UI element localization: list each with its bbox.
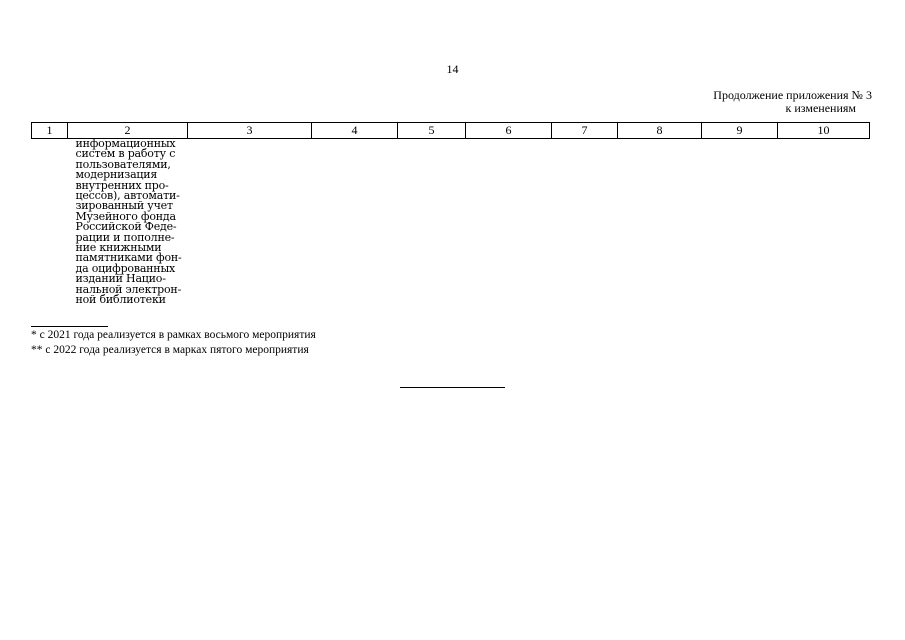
text-line: изданий Нацио- bbox=[75, 272, 166, 286]
cell-empty bbox=[618, 139, 702, 306]
column-number-4: 4 bbox=[312, 123, 398, 139]
text-line: нальной электрон- bbox=[75, 282, 182, 296]
continuation-table bbox=[31, 122, 870, 306]
cell-measure-description bbox=[32, 139, 188, 306]
column-number-2: 2 bbox=[68, 123, 188, 139]
text-line: внутренних про- bbox=[75, 178, 169, 192]
column-number-7: 7 bbox=[552, 123, 618, 139]
text-line: информационных bbox=[75, 137, 176, 150]
cell-empty bbox=[552, 139, 618, 306]
text-line: систем в работу с bbox=[75, 147, 176, 161]
text-line: ной библиотеки bbox=[75, 293, 166, 307]
cell-empty bbox=[398, 139, 466, 306]
column-number-3: 3 bbox=[188, 123, 312, 139]
footnote-1: * с 2021 года реализуется в рамках восьмого мероприятия bbox=[31, 329, 316, 341]
text-line: рации и пополне- bbox=[75, 230, 175, 244]
column-number-6: 6 bbox=[466, 123, 552, 139]
text-line: Музейного фонда bbox=[75, 209, 176, 223]
column-number-8: 8 bbox=[618, 123, 702, 139]
column-number-9: 9 bbox=[702, 123, 778, 139]
appendix-caption bbox=[713, 89, 872, 115]
cell-empty bbox=[778, 139, 870, 306]
column-number-1: 1 bbox=[32, 123, 68, 139]
text-line: памятниками фон- bbox=[75, 251, 182, 265]
text-line: зированный учет bbox=[75, 199, 173, 213]
appendix-caption-line2: к изменениям bbox=[785, 101, 856, 115]
cell-empty bbox=[188, 139, 312, 306]
cell-empty bbox=[702, 139, 778, 306]
text-line: цессов), автомати- bbox=[75, 189, 180, 203]
text-line: ние книжными bbox=[75, 241, 162, 255]
footnotes bbox=[31, 328, 316, 358]
footnote-2: ** с 2022 года реализуется в марках пятого мероприятия bbox=[31, 344, 309, 356]
table-row bbox=[32, 139, 870, 306]
document-end-rule bbox=[400, 387, 505, 388]
column-number-5: 5 bbox=[398, 123, 466, 139]
text-line: да оцифрованных bbox=[75, 261, 176, 275]
appendix-caption-line1: Продолжение приложения № 3 bbox=[713, 88, 872, 102]
cell-empty bbox=[466, 139, 552, 306]
text-line: пользователями, bbox=[75, 157, 171, 171]
page-number: 14 bbox=[446, 62, 459, 76]
column-number-10: 10 bbox=[778, 123, 870, 139]
text-line: Российской Феде- bbox=[75, 220, 177, 234]
cell-empty bbox=[312, 139, 398, 306]
footnote-separator bbox=[31, 326, 108, 327]
text-line: модернизация bbox=[75, 168, 158, 182]
